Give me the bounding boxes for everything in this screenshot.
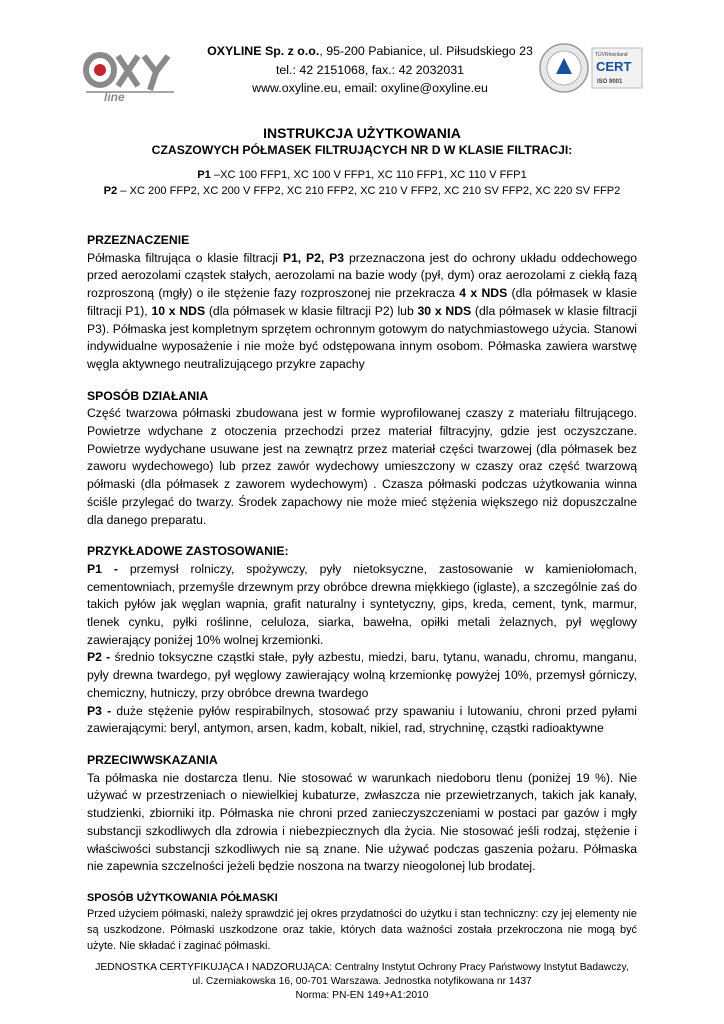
footer-line-1: JEDNOSTKA CERTYFIKUJĄCA I NADZORUJĄCA: Centralny Instytut Ochrony Pracy Państwowy Instytut Badawczy,	[95, 962, 629, 973]
section-przeznaczenie	[87, 232, 637, 374]
document-footer	[84, 961, 640, 1003]
document-title: INSTRUKCJA UŻYTKOWANIA	[263, 125, 461, 141]
model-list-p1: P1 –XC 100 FFP1, XC 100 V FFP1, XC 110 FFP1, XC 110 V FFP1	[197, 169, 527, 181]
section-heading: SPOSÓB DZIAŁANIA	[87, 388, 209, 403]
company-name: OXYLINE Sp. z o.o.	[207, 44, 320, 58]
zastosowanie-p2: P2 - średnio toksyczne cząstki stałe, pyły azbestu, miedzi, baru, tytanu, wanadu, chromu, manganu, pyły drewna twardego, pył węglowy zawierający wolną krzemionkę powyżej 10%, przemysł górniczy, chemiczny, hutniczy, przy obróbce drewna twardego	[87, 650, 637, 700]
footer-line-3: Norma: PN-EN 149+A1:2010	[295, 990, 429, 1001]
zastosowanie-p1: P1 - przemysł rolniczy, spożywczy, pyły nietoksyczne, zastosowanie w kamieniołomach, cementowniach, przemyśle drzewnym przy obróbce drewna miękkiego (iglaste), a szczególnie zaś do takich pyłów jak węglan wapnia, grafit naturalny i syntetyczny, gips, kreda, cement, tynk, marmur, tlenek cynku, pyłki roślinne, celuloza, siarka, bawełna, opiłki metali żelaznych, pył węglowy zawierający poniżej 10% wolnej krzemionki.	[87, 561, 637, 647]
model-list-p2: P2 – XC 200 FFP2, XC 200 V FFP2, XC 210 FFP2, XC 210 V FFP2, XC 210 SV FFP2, XC 220 SV FFP2	[103, 185, 621, 197]
section-text: Ta półmaska nie dostarcza tlenu. Nie stosować w warunkach niedoboru tlenu (poniżej 19 %). Nie używać w przestrzeniach o niewielkiej kubaturze, zwłaszcza nie przewietrzanych, takich jak kanały, studzienki, zbiorniki itp. Półmaska nie chroni przed zanieczyszczeniami w postaci par gazów i mgły substancji szkodliwych dla zdrowia i niebezpiecznych dla życia. Nie stosować jeśli rodzaj, stężenie i właściwości substancji szkodliwych nie są znane. Nie używać podczas gaszenia pożaru. Półmaska nie zapewnia szczelności jeżeli będzie noszona na twarzy nieogolonej lub brodatej.	[87, 770, 637, 874]
document-subtitle: CZASZOWYCH PÓŁMASEK FILTRUJĄCYCH NR D W KLASIE FILTRACJI:	[151, 143, 573, 157]
section-sposob-dzialania	[87, 388, 637, 530]
section-text: Półmaska filtrująca o klasie filtracji P1, P2, P3 przeznaczona jest do ochrony układu oddechowego przed aerozolami cząstek stałych, aerozolami na bazie wody (pył, dym) oraz aerozolami z ciekłą fazą rozproszoną (mgły) o ile stężenie fazy rozproszonej nie przekracza 4 x NDS (dla półmasek w klasie filtracji P1), 10 x NDS (dla półmasek w klasie filtracji P2) lub 30 x NDS (dla półmasek w klasie filtracji P3). Półmaska jest kompletnym sprzętem ochronnym gotowym do natychmiastowego użycia. Stanowi indywidualne wyposażenie i nie może być odstępowana innym osobom. Półmaska zawiera warstwę węgla aktywnego neutralizującego przykre zapachy	[87, 250, 638, 371]
document-title-block	[84, 124, 640, 199]
company-web: www.oxyline.eu, email: oxyline@oxyline.eu	[252, 81, 488, 95]
section-zastosowanie	[87, 543, 637, 738]
svg-text:ISO 9001: ISO 9001	[597, 79, 623, 85]
section-heading: PRZYKŁADOWE ZASTOSOWANIE:	[87, 544, 289, 559]
section-uzytkowanie	[87, 890, 637, 954]
section-text: Część twarzowa półmaski zbudowana jest w formie wyprofilowanej czaszy z materiału filtrującego. Powietrze wdychane z otoczenia przechodzi przez materiał filtracyjny, gdzie jest oczyszczane. Powietrze wydychane usuwane jest na zewnątrz przez materiał części twarzowej (dla półmasek bez zaworu wydechowego) lub przez zawór wydechowy umieszczony w czaszy oraz część twarzową półmaski (dla półmasek z zaworem wydechowym) . Czasza półmaski podczas użytkowania winna ściśle przylegać do twarzy. Środek zapachowy nie może mieć stężenia większego niż dopuszczalne dla danego preparatu.	[87, 406, 637, 527]
footer-line-2: ul. Czerniakowska 16, 00-701 Warszawa. Jednostka notyfikowana nr 1437	[192, 976, 532, 987]
section-heading: SPOSÓB UŻYTKOWANIA PÓŁMASKI	[87, 891, 278, 904]
svg-text:line: line	[104, 90, 125, 102]
company-header	[190, 42, 550, 98]
zastosowanie-p3: P3 - duże stężenie pyłów respirabilnych, stosować przy spawaniu i lutowaniu, chroni przed pyłami zawierającymi: beryl, antymon, arsen, kadm, kobalt, nikiel, rad, strychninę, cząstki radioaktywne	[87, 703, 637, 736]
oxyline-logo	[82, 46, 178, 102]
section-heading: PRZECIWWSKAZANIA	[87, 752, 218, 767]
section-text: Przed użyciem półmaski, należy sprawdzić jej okres przydatności do użytku i stan techniczny: czy jej elementy nie są uszkodzone. Półmaski uszkodzone oraz takie, których data ważności została przekroczona nie mogą być użyte. Nie składać i zaginać półmaski.	[87, 907, 637, 952]
section-przeciwwskazania	[87, 752, 637, 876]
iso-cert-badge	[538, 38, 644, 98]
svg-text:TÜVRheinland: TÜVRheinland	[595, 52, 628, 58]
svg-text:CERT: CERT	[596, 59, 632, 74]
model-list	[84, 167, 640, 199]
document-body	[87, 232, 637, 968]
company-address: , 95-200 Pabianice, ul. Piłsudskiego 23	[319, 44, 533, 58]
company-phone: tel.: 42 2151068, fax.: 42 2032031	[275, 62, 465, 77]
section-heading: PRZEZNACZENIE	[87, 233, 190, 247]
